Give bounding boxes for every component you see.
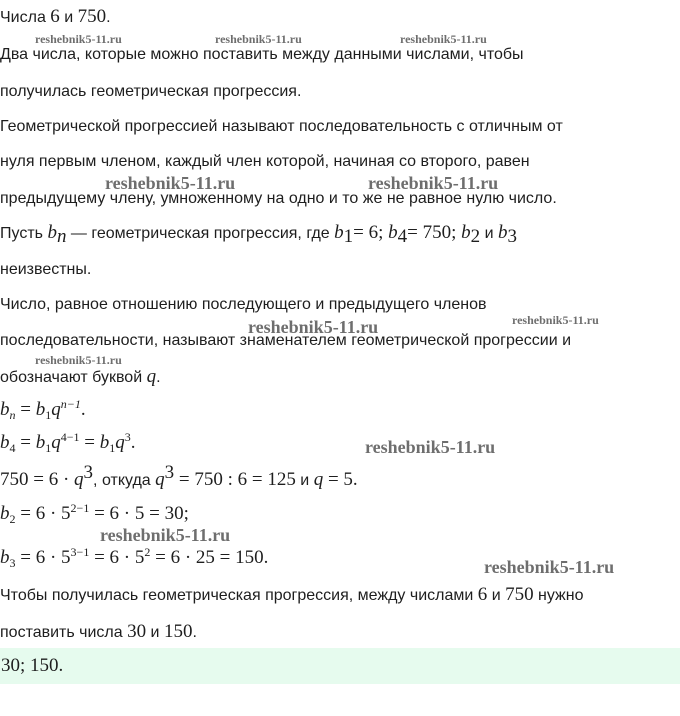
cond-b4: = 750; bbox=[407, 222, 462, 243]
equation-rest: = 6 · 25 = 150. bbox=[150, 547, 269, 568]
equation: = 6 · 5 bbox=[15, 503, 71, 524]
definition-line-3: предыдущему члену, умноженному на одно и то же не равное нулю число. bbox=[0, 190, 557, 207]
symbol-q: q bbox=[313, 469, 324, 490]
subscript-2: 2 bbox=[470, 226, 481, 247]
equals: = bbox=[79, 432, 100, 453]
symbol-q: q bbox=[74, 469, 84, 490]
conclusion-line-2 bbox=[0, 622, 197, 643]
watermark: reshebnik5-11.ru bbox=[248, 317, 379, 337]
subscript-4: 4 bbox=[397, 226, 408, 247]
let-line bbox=[0, 222, 517, 247]
equation-rest: = 6 · 5 = 30; bbox=[89, 503, 189, 524]
and-text: и bbox=[146, 624, 164, 641]
equals: = bbox=[15, 432, 36, 453]
formula-b2 bbox=[0, 501, 189, 526]
lhs: 750 = 6 · bbox=[0, 469, 75, 490]
symbol-q: q bbox=[51, 432, 61, 453]
let-text-2: — геометрическая прогрессия, где bbox=[66, 225, 335, 242]
title-text: Числа bbox=[0, 9, 51, 26]
answer-text: 30; 150. bbox=[1, 655, 64, 676]
conclusion-text: нужно bbox=[533, 587, 584, 604]
watermark: reshebnik5-11.ru bbox=[512, 313, 599, 327]
title-line bbox=[0, 7, 111, 28]
title-number-a: 6 bbox=[50, 6, 60, 27]
watermark: reshebnik5-11.ru bbox=[365, 437, 496, 457]
q-value: = 5. bbox=[323, 469, 358, 490]
watermark: reshebnik5-11.ru bbox=[484, 557, 615, 577]
subscript-1: 1 bbox=[109, 441, 116, 455]
title-end: . bbox=[106, 9, 111, 26]
subscript-n: n bbox=[56, 226, 67, 247]
symbol-q: q bbox=[155, 469, 165, 490]
symbol-b: b bbox=[461, 222, 471, 243]
exponent: 3 bbox=[164, 462, 175, 483]
exponent: n−1 bbox=[60, 397, 81, 411]
symbol-q: q bbox=[115, 432, 125, 453]
exponent: 2 bbox=[144, 545, 151, 559]
symbol-b: b bbox=[99, 432, 110, 453]
symbol-b: b bbox=[0, 547, 10, 568]
let-text-1: Пусть bbox=[0, 225, 48, 242]
formula-end: . bbox=[130, 432, 136, 453]
watermark: reshebnik5-11.ru bbox=[215, 32, 302, 46]
exponent: 3 bbox=[83, 462, 94, 483]
and-text: и bbox=[487, 587, 506, 604]
number: 6 bbox=[477, 584, 488, 605]
subscript-1: 1 bbox=[45, 441, 52, 455]
subscript-2: 2 bbox=[9, 512, 16, 526]
symbol-b: b bbox=[47, 222, 57, 243]
exponent: 2−1 bbox=[70, 501, 90, 515]
number: 750 bbox=[505, 584, 534, 605]
conclusion-text: поставить числа bbox=[0, 624, 128, 641]
exponent: 4−1 bbox=[60, 430, 80, 444]
subscript-4: 4 bbox=[9, 441, 16, 455]
subscript-1: 1 bbox=[45, 408, 52, 422]
symbol-b: b bbox=[388, 222, 398, 243]
number: 30 bbox=[127, 621, 147, 642]
symbol-b: b bbox=[334, 222, 344, 243]
formula-750 bbox=[0, 462, 358, 491]
conclusion-end: . bbox=[192, 624, 197, 641]
symbol-q: q bbox=[51, 399, 61, 420]
equals: = bbox=[15, 399, 36, 420]
definition-line-2: нуля первым членом, каждый член которой, начиная со второго, равен bbox=[0, 153, 530, 170]
conclusion-text: Чтобы получилась геометрическая прогрессия, между числами bbox=[0, 587, 478, 604]
equation-mid: = 6 · 5 bbox=[89, 547, 145, 568]
cond-b1: = 6; bbox=[353, 222, 389, 243]
watermark: reshebnik5-11.ru bbox=[400, 32, 487, 46]
symbol-q: q bbox=[146, 366, 157, 387]
symbol-b: b bbox=[0, 503, 10, 524]
watermark: reshebnik5-11.ru bbox=[35, 32, 122, 46]
task-line-1: Два числа, которые можно поставить между данными числами, чтобы bbox=[0, 46, 524, 63]
ratio-line-1: Число, равное отношению последующего и предыдущего членов bbox=[0, 296, 487, 313]
let-and: и bbox=[480, 225, 498, 242]
formula-b4 bbox=[0, 430, 136, 455]
subscript-3: 3 bbox=[9, 556, 16, 570]
conclusion-line-1 bbox=[0, 585, 583, 606]
ratio-line-2: последовательности, называют знаменателем геометрической прогрессии и bbox=[0, 332, 572, 349]
title-number-b: 750 bbox=[77, 6, 107, 27]
exponent: 3−1 bbox=[70, 545, 90, 559]
subscript-n: n bbox=[9, 408, 16, 422]
equation: = 750 : 6 = 125 bbox=[174, 469, 296, 490]
whence-text: , откуда bbox=[93, 472, 156, 489]
ratio-end: . bbox=[156, 369, 161, 386]
watermark: reshebnik5-11.ru bbox=[35, 353, 122, 367]
number: 150 bbox=[163, 621, 193, 642]
title-sep: и bbox=[59, 9, 78, 26]
formula-b3 bbox=[0, 545, 269, 570]
watermark: reshebnik5-11.ru bbox=[368, 173, 499, 193]
symbol-b: b bbox=[0, 432, 10, 453]
symbol-b: b bbox=[35, 432, 46, 453]
subscript-3: 3 bbox=[507, 226, 517, 247]
symbol-b: b bbox=[497, 222, 508, 243]
unknown-line: неизвестны. bbox=[0, 261, 92, 278]
exponent: 3 bbox=[124, 430, 131, 444]
formula-general bbox=[0, 397, 86, 422]
formula-end: . bbox=[80, 399, 86, 420]
and-text: и bbox=[295, 472, 314, 489]
definition-line-1: Геометрической прогрессией называют последовательность с отличным от bbox=[0, 118, 563, 135]
subscript-1: 1 bbox=[343, 226, 354, 247]
ratio-line-3 bbox=[0, 367, 161, 388]
ratio-text: обозначают буквой bbox=[0, 369, 147, 386]
answer-box bbox=[0, 648, 680, 684]
symbol-b: b bbox=[35, 399, 46, 420]
equation: = 6 · 5 bbox=[15, 547, 71, 568]
watermark: reshebnik5-11.ru bbox=[105, 173, 236, 193]
symbol-b: b bbox=[0, 399, 10, 420]
task-line-2: получилась геометрическая прогрессия. bbox=[0, 83, 302, 100]
watermark: reshebnik5-11.ru bbox=[100, 525, 231, 545]
